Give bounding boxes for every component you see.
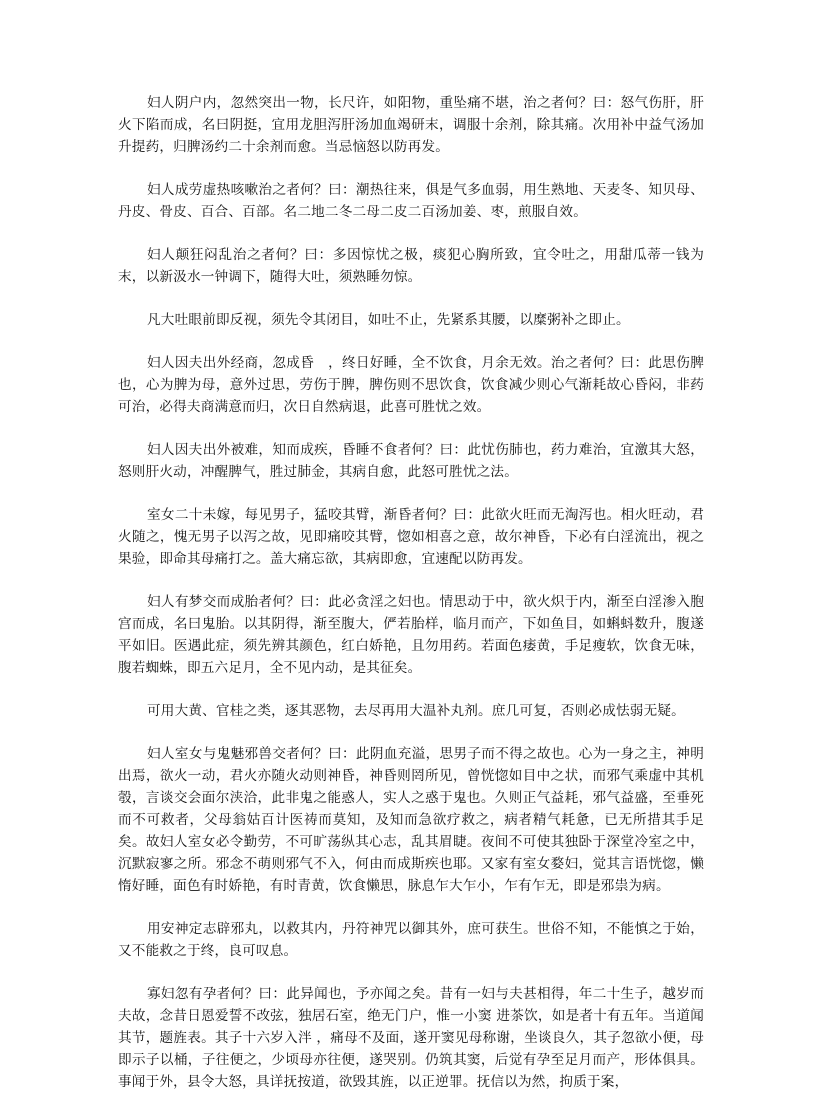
paragraph-shinv-yaobi: 室女二十未嫁，每见男子，猛咬其臂，渐昏者何？曰：此欲火旺而无淘泻也。相火旺动，君火随之，愧无男子以泻之故，见即痛咬其臂，惚如相喜之意，故尔神昏，下必有白淫流出，视之果验，即命其母痛打之。盖大痛忘欲，其病即愈，宜速配以防再发。	[118, 507, 704, 567]
paragraph-datu-fanshi: 凡大吐眼前即反视，须先令其闭目，如吐不止，先紧系其腰，以糜粥补之即止。	[147, 312, 630, 328]
document-body	[118, 92, 704, 1114]
paragraph-you-shang-fei: 妇人因夫出外被难，知而成疾，昏睡不食者何？曰：此忧伤肺也，药力难治，宜激其大怒，怒则肝火动，冲醒脾气，胜过肺金，其病自愈，此怒可胜忧之法。	[118, 442, 704, 480]
paragraph-yinting: 妇人阴户内，忽然突出一物，长尺许，如阳物，重坠痛不堪，治之者何？曰：怒气伤肝，肝火下陷而成，名曰阴挺，宜用龙胆泻肝汤加血竭研末，调服十余剂，除其痛。次用补中益气汤加升提药，归脾汤约二十余剂而愈。当忌恼怒以防再发。	[118, 95, 704, 155]
paragraph-anshen-bixie: 用安神定志辟邪丸，以救其内，丹符神咒以御其外，庶可获生。世俗不知，不能慎之于始，又不能救之于终，良可叹息。	[118, 921, 704, 959]
paragraph-guafu-youyun: 寡妇忽有孕者何？曰：此异闻也，予亦闻之矣。昔有一妇与夫甚相得，年二十生子，越岁而夫故，念昔日恩爱誓不改弦，独居石室，绝无门户，惟一小窦 进茶饮，如是者十有五年。当道闻其节，题旌表。其子十六岁入泮 ，痛母不及面，遂开窦见母称谢，坐谈良久，其子忽欲小便，母即示子以桶，子往便之，少顷母亦往便，遂哭别。仍筑其窦，后觉有孕至足月而产，形体俱具。事闻于外，县令大怒，具详抚按道，欲毁其旌，以正逆罪。抚信以为然，拘质于案，	[118, 986, 704, 1090]
paragraph-guimei-xieshou: 妇人室女与鬼魅邪兽交者何？曰：此阴血充溢，思男子而不得之故也。心为一身之主，神明出焉，欲火一动，君火亦随火动则神昏，神昏则罔所见，曾恍惚如目中之状，而邪气乘虚中其机彀，言谈交会面尔浃洽，此非鬼之能惑人，实人之惑于鬼也。久则正气益耗，邪气益盛，至垂死而不可救者，父母翁姑百计医祷而莫知，及知而急欲疗救之，病者精气耗惫，已无所措其手足矣。故妇人室女必令勤劳，不可旷荡纵其心志，乱其眉睫。夜间不可使其独卧于深堂冷室之中，沉默寂寥之所。邪念不萌则邪气不入，何由而成斯疾也耶。又家有室女婺妇，觉其言语恍惚，懒惰好睡，面色有时娇艳，有时青黄，饮食懒思，脉息乍大乍小，乍有乍无，即是邪祟为病。	[118, 746, 704, 894]
paragraph-si-shang-pi: 妇人因夫出外经商，忽成昏 ，终日好睡，全不饮食，月余无效。治之者何？曰：此思伤脾也，心为脾为母，意外过思，劳伤于脾，脾伤则不思饮食，饮食减少则心气渐耗故心昏闷，非药可治，必得夫商满意而归，次日自然病退，此喜可胜忧之效。	[118, 355, 704, 415]
paragraph-laoxu-rekesou: 妇人成劳虚热咳嗽治之者何？曰：潮热往来，俱是气多血弱，用生熟地、天麦冬、知贝母、丹皮、骨皮、百合、百部。名二地二冬二母二皮二百汤加姜、枣，煎服自效。	[118, 182, 704, 220]
paragraph-diankuang: 妇人颠狂闷乱治之者何？曰：多因惊忧之极，痰犯心胸所致，宜令吐之，用甜瓜蒂一钱为末，以新汲水一钟调下，随得大吐，须熟睡勿惊。	[118, 247, 704, 285]
paragraph-dahuang-guangui: 可用大黄、官桂之类，逐其恶物，去尽再用大温补丸剂。庶几可复，否则必成怯弱无疑。	[147, 703, 685, 719]
paragraph-guitai: 妇人有梦交而成胎者何？曰：此必贪淫之妇也。情思动于中，欲火炽于内，渐至白淫渗入胞宫而成，名曰鬼胎。以其阴得，渐至腹大，俨若胎样，临月而产，下如鱼目，如蝌蚪数升，腹遂平如旧。医遇此症，须先辨其颜色，红白娇艳，且勿用药。若面色痿黄，手足瘦软，饮食无味，腹若蜘蛛，即五六足月，全不见内动，是其征矣。	[118, 594, 704, 676]
